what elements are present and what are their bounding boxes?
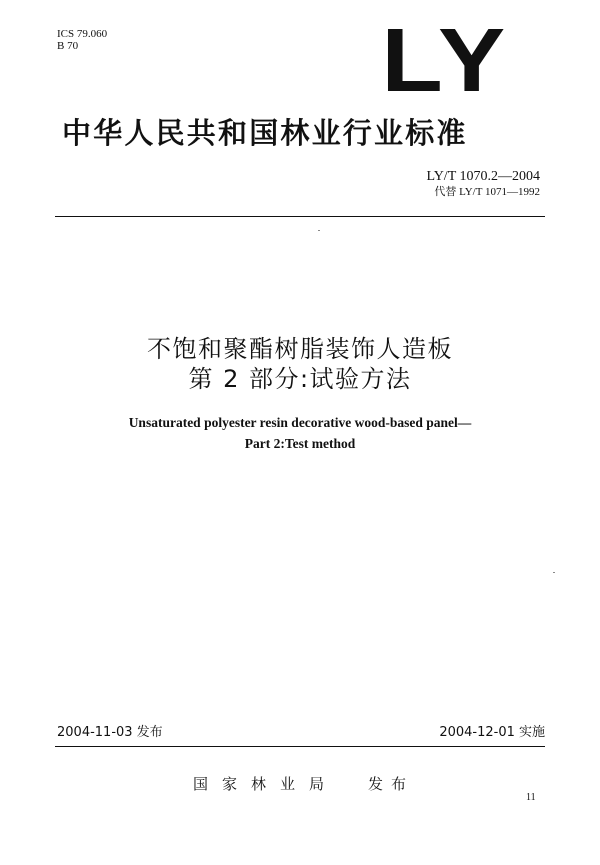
- ly-logo: LY: [381, 11, 510, 111]
- header-divider: [55, 216, 545, 217]
- scan-speck: [318, 230, 320, 231]
- scan-speck: [553, 572, 555, 573]
- footer-divider: [55, 746, 545, 747]
- replaces-standard: 代替 LY/T 1071—1992: [434, 186, 540, 198]
- title-cn-line1: 不饱和聚酯树脂装饰人造板: [147, 335, 453, 363]
- ccs-code: B 70: [57, 40, 79, 52]
- title-en-line2: Part 2:Test method: [244, 436, 356, 451]
- title-en-line1: Unsaturated polyester resin decorative wood-based panel—: [128, 415, 472, 430]
- issue-date: 2004-11-03 发布: [57, 725, 163, 740]
- publisher-name: 国家林业局: [193, 775, 339, 793]
- implement-date: 2004-12-01 实施: [439, 725, 545, 740]
- title-cn-line2: 第 2 部分:试验方法: [188, 365, 412, 393]
- publisher-verb: 发布: [368, 775, 415, 793]
- org-title: 中华人民共和国林业行业标准: [62, 116, 468, 150]
- ics-code: ICS 79.060: [57, 28, 108, 40]
- page-number: 11: [526, 792, 536, 803]
- standard-number: LY/T 1070.2—2004: [426, 169, 540, 184]
